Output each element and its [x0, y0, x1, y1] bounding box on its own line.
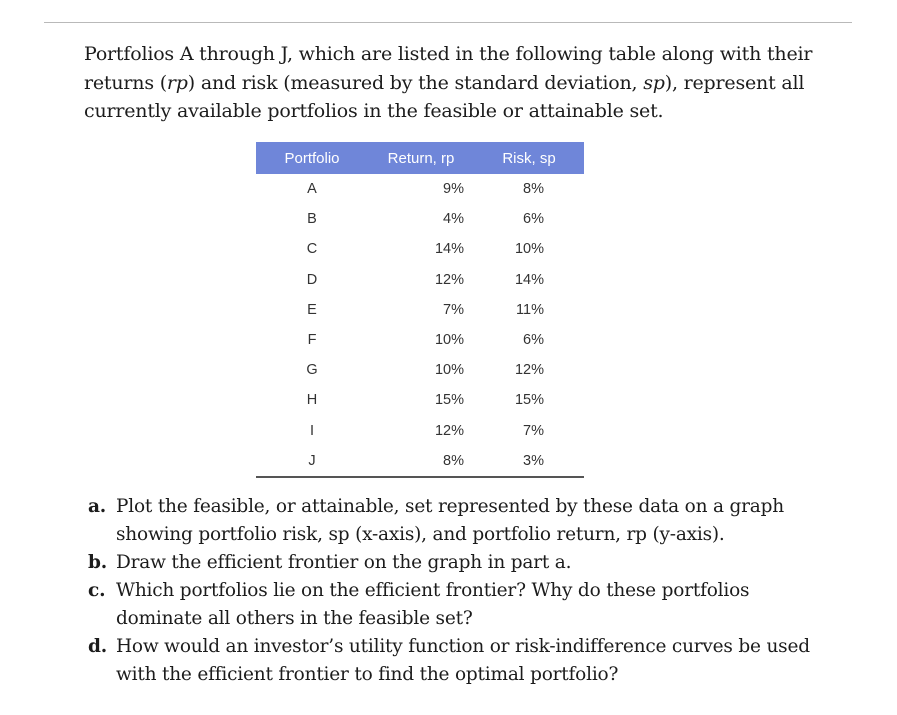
table-row: [256, 325, 584, 355]
cell-portfolio: H: [306, 392, 318, 409]
risk-symbol: sp: [643, 71, 665, 94]
cell-risk: 8%: [523, 181, 544, 198]
intro-text-3: ), represent all currently available portfolios in the feasible or attainable set.: [84, 71, 805, 122]
cell-portfolio: B: [307, 211, 317, 228]
cell-return: 10%: [434, 332, 464, 349]
intro-paragraph: [84, 40, 844, 126]
table-row: [256, 446, 584, 477]
question-label: c.: [88, 580, 106, 601]
question-d: [88, 633, 836, 689]
cell-portfolio: E: [307, 301, 317, 318]
intro-text-2: ) and risk (measured by the standard deviation,: [187, 71, 644, 94]
cell-return: 8%: [368, 446, 474, 477]
cell-portfolio: D: [306, 271, 318, 288]
cell-return: 4%: [443, 211, 464, 228]
table-row: [256, 234, 584, 264]
table-row: [256, 295, 584, 325]
header-portfolio: Portfolio: [256, 142, 368, 174]
table-row: [256, 355, 584, 385]
table-row: [256, 204, 584, 234]
question-label: d.: [88, 636, 107, 657]
table-row: [256, 174, 584, 204]
cell-portfolio: G: [306, 362, 318, 379]
cell-risk: 11%: [516, 301, 544, 318]
cell-risk: 14%: [514, 271, 544, 288]
cell-portfolio: I: [309, 422, 315, 439]
cell-portfolio: A: [307, 181, 317, 198]
cell-return: 12%: [434, 422, 464, 439]
intro-text-1: Portfolios A through J, which are listed in the following table along with their returns (: [84, 43, 813, 94]
cell-risk: 3%: [474, 446, 584, 477]
question-label: a.: [88, 496, 107, 517]
cell-portfolio: F: [307, 332, 317, 349]
cell-return: 7%: [443, 301, 464, 318]
table-row: [256, 265, 584, 295]
question-b: [88, 549, 836, 577]
cell-return: 15%: [434, 392, 464, 409]
table-row: [256, 385, 584, 415]
cell-return: 12%: [434, 271, 464, 288]
cell-risk: 12%: [514, 362, 544, 379]
question-text: Draw the efficient frontier on the graph in part a.: [116, 552, 572, 573]
question-text: Plot the feasible, or attainable, set represented by these data on a graph showing portfolio risk, sp (x-axis), and portfolio return, rp (y-axis).: [116, 496, 784, 545]
cell-return: 10%: [434, 362, 464, 379]
question-label: b.: [88, 552, 107, 573]
question-c: [88, 577, 836, 633]
question-a: [88, 493, 836, 549]
cell-risk: 6%: [523, 332, 544, 349]
cell-risk: 10%: [514, 241, 544, 258]
return-symbol: rp: [166, 71, 188, 94]
cell-risk: 6%: [523, 211, 544, 228]
portfolio-table: [256, 142, 584, 478]
cell-risk: 15%: [514, 392, 544, 409]
cell-return: 9%: [443, 181, 464, 198]
header-return: Return, rp: [368, 142, 474, 174]
cell-portfolio: J: [256, 446, 368, 477]
header-risk: Risk, sp: [474, 142, 584, 174]
question-text: Which portfolios lie on the efficient frontier? Why do these portfolios dominate all others in the feasible set?: [116, 580, 750, 629]
top-divider: [44, 22, 852, 23]
question-list: [88, 493, 836, 689]
table-row: [256, 416, 584, 446]
question-text: How would an investor’s utility function or risk-indifference curves be used with the efficient frontier to find the optimal portfolio?: [116, 636, 810, 685]
cell-return: 14%: [434, 241, 464, 258]
cell-risk: 7%: [523, 422, 544, 439]
table-header-row: [256, 142, 584, 174]
cell-portfolio: C: [306, 241, 318, 258]
